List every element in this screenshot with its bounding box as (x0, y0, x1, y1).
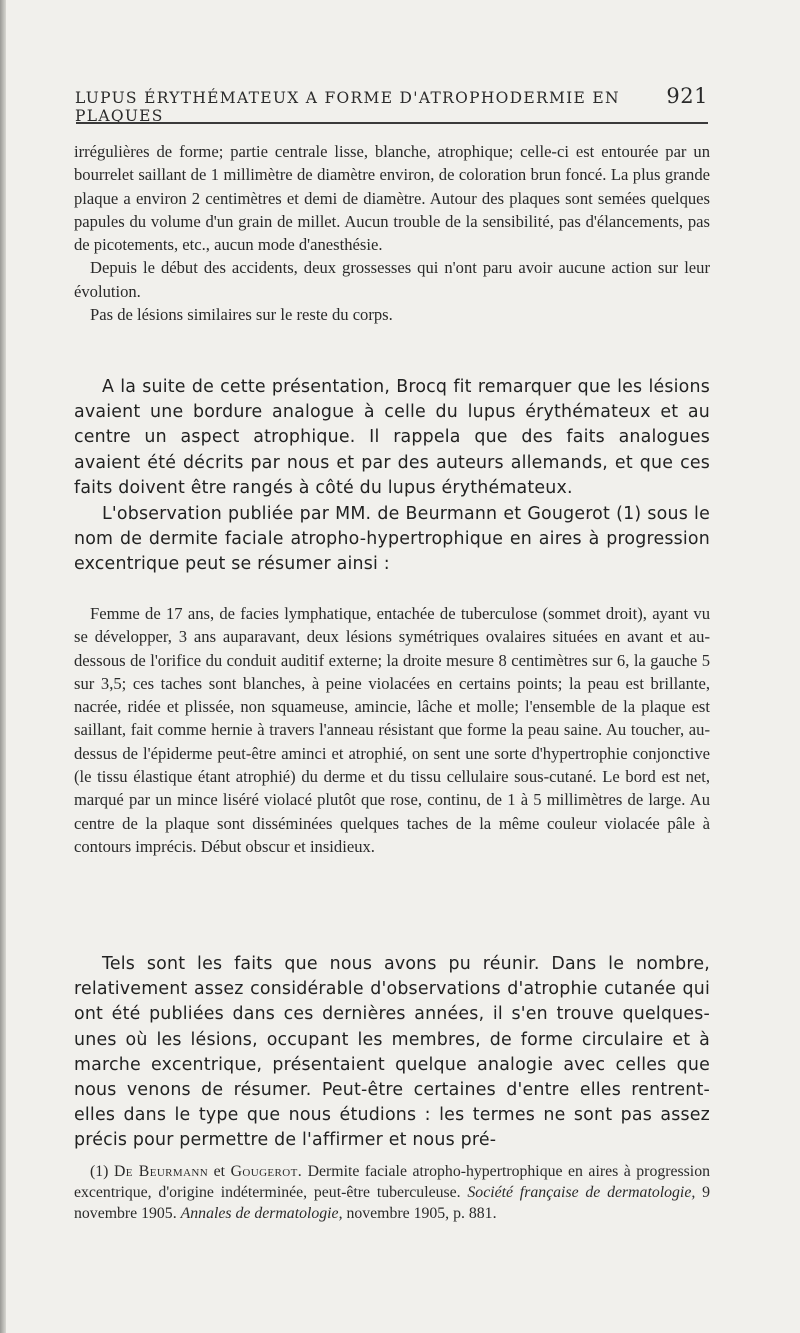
footnote-journal-1: Société française de dermatologie, (467, 1183, 696, 1201)
footnote-text: Dermite faciale atropho-hypertrophique en aires à progression excentrique, d'origine indéterminée, peut-être tuberculeuse. (74, 1163, 710, 1201)
footnote-author-2: Gougerot. (230, 1163, 303, 1180)
discussion (74, 952, 710, 1154)
discussion-paragraph: Tels sont les faits que nous avons pu réunir. Dans le nombre, relativement assez considérable d'observations d'atrophie cutanée qui ont été publiées dans ces dernières années, il s'en trouve quelques-unes où les lésions, occupant les membres, de forme circulaire et à marche excentrique, présentaient quelque analogie avec celles que nous venons de résumer. Peut-être certaines d'entre elles rentrent-elles dans le type que nous étudions : les termes ne sont pas assez précis pour permettre de l'affirmer et nous pré- (74, 954, 710, 1151)
header-rule (76, 122, 708, 124)
page-binding-edge (0, 0, 6, 1333)
footnote-marker: (1) (90, 1163, 109, 1180)
footnote-date-1: 9 novembre 1905. (74, 1183, 710, 1222)
footnote-journal-2: Annales de dermatologie, (180, 1204, 343, 1222)
running-title: LUPUS ÉRYTHÉMATEUX A FORME D'ATROPHODERMIE EN PLAQUES (75, 89, 620, 125)
case-paragraph-1: irrégulières de forme; partie centrale lisse, blanche, atrophique; celle-ci est entourée par un bourrelet saillant de 1 millimètre de diamètre environ, de coloration brun foncé. La plus grande plaque a environ 2 centimètres et demi de diamètre. Autour des plaques sont semées quelques papules du volume d'un grain de millet. Aucun trouble de la sensibilité, pas d'élancements, pas de picotements, etc., aucun mode d'anesthésie. (74, 142, 710, 255)
case-description (74, 140, 710, 326)
footnote (74, 1162, 710, 1224)
case-paragraph-2: Depuis le début des accidents, deux grossesses qui n'ont paru avoir aucune action sur leur évolution. (74, 258, 710, 301)
commentary (74, 375, 710, 578)
commentary-paragraph-1: A la suite de cette présentation, Brocq fit remarquer que les lésions avaient une bordure analogue à celle du lupus érythémateux et au centre un aspect atrophique. Il rappela que des faits analogues avaient été décrits par nous et par des auteurs allemands, et que ces faits doivent être rangés à côté du lupus érythémateux. (74, 377, 710, 498)
running-header (75, 84, 708, 125)
observation-paragraph: Femme de 17 ans, de facies lymphatique, entachée de tuberculose (sommet droit), ayant vu se développer, 3 ans auparavant, deux lésions symétriques ovalaires situées en avant et au-dessous de l'orifice du conduit auditif externe; la droite mesure 8 centimètres sur 6, la gauche 5 sur 3,5; ces taches sont blanches, à peine violacées en certains points; la peau est brillante, nacrée, ridée et plissée, non squameuse, amincie, lâche et molle; l'ensemble de la plaque est saillant, fait comme hernie à travers l'anneau résistant que forme la peau saine. Au toucher, au-dessus de l'épiderme peut-être aminci et atrophié, on sent une sorte d'hypertrophie conjonctive (le tissu élastique étant atrophié) du derme et du tissu cellulaire sous-cutané. Le bord est net, marqué par un mince liséré violacé plutôt que rose, continu, de 1 à 5 millimètres de large. Au centre de la plaque sont disséminées quelques taches de la même couleur violacée pâle à contours imprécis. Début obscur et insidieux. (74, 604, 710, 856)
case-paragraph-3: Pas de lésions similaires sur le reste du corps. (90, 305, 393, 325)
footnote-author-1: De Beurmann (113, 1163, 209, 1180)
footnote-date-2: novembre 1905, p. 881. (346, 1204, 497, 1222)
footnote-conjunction: et (213, 1163, 226, 1180)
observation-summary (74, 602, 710, 858)
page-number: 921 (666, 84, 708, 108)
commentary-paragraph-2: L'observation publiée par MM. de Beurmann et Gougerot (1) sous le nom de dermite faciale atropho-hypertrophique en aires à progression excentrique peut se résumer ainsi : (74, 504, 710, 575)
